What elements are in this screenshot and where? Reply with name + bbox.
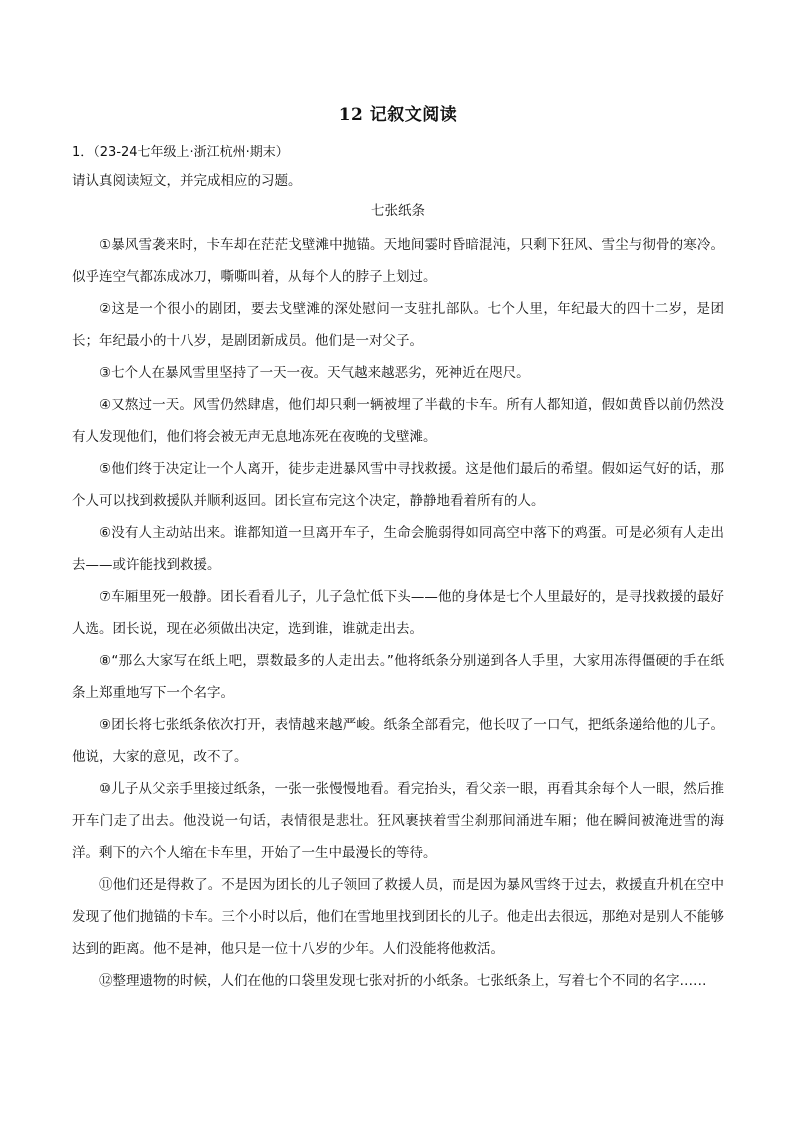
page-title: 12 记叙文阅读 [338,105,458,125]
article-title: 七张纸条 [371,203,425,219]
paragraph-1: ①暴风雪袭来时，卡车却在茫茫戈壁滩中抛锚。天地间霎时昏暗混沌，只剩下狂风、雪尘与彻骨的寒冷。似乎连空气都冻成冰刀，嘶嘶叫着，从每个人的脖子上划过。 [72,237,724,285]
paragraph-2: ②这是一个很小的剧团，要去戈壁滩的深处慰问一支驻扎部队。七个人里，年纪最大的四十二岁，是团长；年纪最小的十八岁，是剧团新成员。他们是一对父子。 [72,301,724,349]
paragraph-6: ⑥没有人主动站出来。谁都知道一旦离开车子，生命会脆弱得如同高空中落下的鸡蛋。可是必须有人走出去——或许能找到救援。 [72,525,724,573]
paragraph-8: ⑧“那么大家写在纸上吧，票数最多的人走出去。”他将纸条分别递到各人手里，大家用冻得僵硬的手在纸条上郑重地写下一个名字。 [72,653,724,701]
paragraph-5: ⑤他们终于决定让一个人离开，徒步走进暴风雪中寻找救援。这是他们最后的希望。假如运气好的话，那个人可以找到救援队并顺利返回。团长宣布完这个决定，静静地看着所有的人。 [72,461,724,509]
question-source: 1．（23-24七年级上·浙江杭州·期末） [72,145,289,160]
paragraph-11: ⑪他们还是得救了。不是因为团长的儿子领回了救援人员，而是因为暴风雪终于过去，救援直升机在空中发现了他们抛锚的卡车。三个小时以后，他们在雪地里找到团长的儿子。他走出去很远，那绝对是别人不能够达到的距离。他不是神，他只是一位十八岁的少年。人们没能将他救活。 [72,877,724,957]
paragraph-7: ⑦车厢里死一般静。团长看看儿子，儿子急忙低下头——他的身体是七个人里最好的，是寻找救援的最好人选。团长说，现在必须做出决定，选到谁，谁就走出去。 [72,589,724,637]
paragraph-10: ⑩儿子从父亲手里接过纸条，一张一张慢慢地看。看完抬头，看父亲一眼，再看其余每个人一眼，然后推开车门走了出去。他没说一句话，表情很是悲壮。狂风裹挟着雪尘刹那间涌进车厢；他在瞬间被淹进雪的海洋。剩下的六个人缩在卡车里，开始了一生中最漫长的等待。 [72,781,724,861]
question-instruction: 请认真阅读短文，并完成相应的习题。 [72,173,302,189]
paragraph-3: ③七个人在暴风雪里坚持了一天一夜。天气越来越恶劣，死神近在咫尺。 [99,365,530,381]
paragraph-4: ④又熬过一天。风雪仍然肆虐，他们却只剩一辆被埋了半截的卡车。所有人都知道，假如黄昏以前仍然没有人发现他们，他们将会被无声无息地冻死在夜晚的戈壁滩。 [72,397,724,445]
paragraph-9: ⑨团长将七张纸条依次打开，表情越来越严峻。纸条全部看完，他长叹了一口气，把纸条递给他的儿子。他说，大家的意见，改不了。 [72,717,724,765]
paragraph-12: ⑫整理遗物的时候，人们在他的口袋里发现七张对折的小纸条。七张纸条上，写着七个不同的名字…… [99,973,707,989]
